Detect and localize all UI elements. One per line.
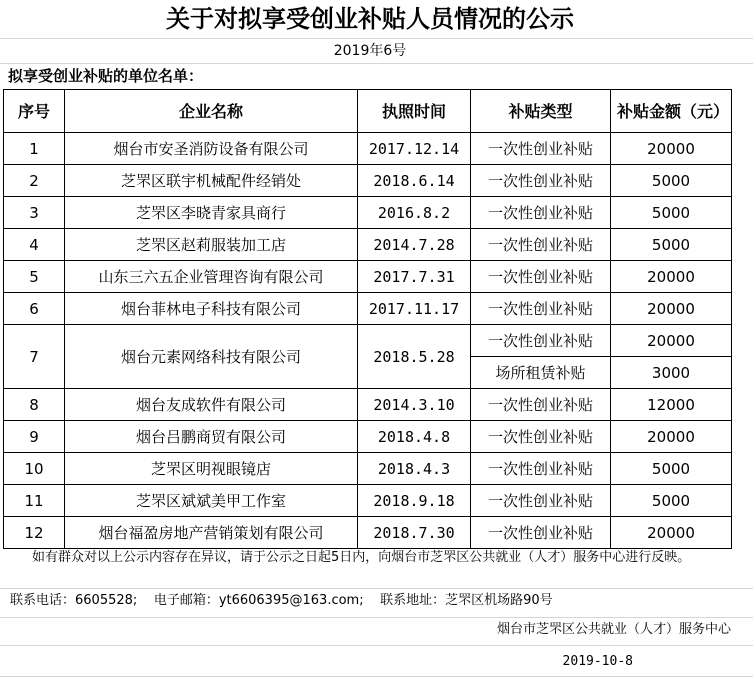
table-row [4, 229, 732, 261]
cell-license-time: 2018.6.14 [358, 165, 471, 197]
cell-amount: 3000 [611, 357, 732, 389]
cell-seq: 5 [4, 261, 65, 293]
cell-seq: 7 [4, 325, 65, 389]
grid-line [0, 617, 753, 618]
cell-company: 芝罘区明视眼镜店 [65, 453, 358, 485]
cell-amount: 5000 [611, 453, 732, 485]
cell-subsidy-type: 一次性创业补贴 [471, 197, 611, 229]
cell-company: 芝罘区斌斌美甲工作室 [65, 485, 358, 517]
cell-license-time: 2017.7.31 [358, 261, 471, 293]
cell-seq: 9 [4, 421, 65, 453]
table-row [4, 133, 732, 165]
cell-amount: 20000 [611, 325, 732, 357]
cell-subsidy-type: 一次性创业补贴 [471, 485, 611, 517]
table-row [4, 485, 732, 517]
cell-company: 烟台友成软件有限公司 [65, 389, 358, 421]
contact-email: 电子邮箱：yt6606395@163.com; [153, 593, 364, 608]
cell-seq: 8 [4, 389, 65, 421]
cell-company: 烟台元素网络科技有限公司 [65, 325, 358, 389]
cell-subsidy-type: 一次性创业补贴 [471, 389, 611, 421]
cell-license-time: 2018.4.8 [358, 421, 471, 453]
cell-seq: 4 [4, 229, 65, 261]
cell-license-time: 2014.7.28 [358, 229, 471, 261]
cell-amount: 5000 [611, 229, 732, 261]
cell-amount: 20000 [611, 133, 732, 165]
table-row [4, 197, 732, 229]
cell-amount: 20000 [611, 421, 732, 453]
cell-license-time: 2017.12.14 [358, 133, 471, 165]
cell-license-time: 2016.8.2 [358, 197, 471, 229]
grid-line [0, 676, 753, 677]
cell-subsidy-type: 一次性创业补贴 [471, 453, 611, 485]
cell-subsidy-type: 一次性创业补贴 [471, 517, 611, 549]
cell-subsidy-type: 一次性创业补贴 [471, 293, 611, 325]
cell-company: 山东三六五企业管理咨询有限公司 [65, 261, 358, 293]
table-row [4, 453, 732, 485]
cell-company: 烟台福盈房地产营销策划有限公司 [65, 517, 358, 549]
cell-subsidy-type: 一次性创业补贴 [471, 229, 611, 261]
table-row [4, 325, 732, 357]
cell-subsidy-type: 一次性创业补贴 [471, 261, 611, 293]
cell-seq: 10 [4, 453, 65, 485]
cell-company: 芝罘区李晓青家具商行 [65, 197, 358, 229]
cell-subsidy-type: 一次性创业补贴 [471, 133, 611, 165]
cell-company: 芝罘区赵莉服装加工店 [65, 229, 358, 261]
header-license-time: 执照时间 [358, 90, 471, 133]
cell-amount: 5000 [611, 485, 732, 517]
cell-amount: 20000 [611, 517, 732, 549]
table-row [4, 517, 732, 549]
cell-license-time: 2014.3.10 [358, 389, 471, 421]
cell-company: 烟台市安圣消防设备有限公司 [65, 133, 358, 165]
grid-line [0, 645, 753, 646]
cell-amount: 5000 [611, 197, 732, 229]
table-row [4, 421, 732, 453]
contact-line [10, 590, 553, 612]
cell-subsidy-type: 一次性创业补贴 [471, 165, 611, 197]
grid-line [0, 588, 753, 589]
table-header-row [4, 90, 732, 133]
document-title: 关于对拟享受创业补贴人员情况的公示 [166, 4, 574, 33]
cell-license-time: 2018.9.18 [358, 485, 471, 517]
header-amount: 补贴金额（元） [611, 90, 732, 133]
organization-signature: 烟台市芝罘区公共就业（人才）服务中心 [496, 622, 731, 637]
cell-seq: 3 [4, 197, 65, 229]
contact-phone: 联系电话：6605528; [10, 593, 138, 608]
cell-subsidy-type: 场所租赁补贴 [471, 357, 611, 389]
cell-seq: 2 [4, 165, 65, 197]
objection-note: 如有群众对以上公示内容存在异议，请于公示之日起5日内，向烟台市芝罘区公共就业（人才）服务中心进行反映。 [32, 550, 691, 565]
contact-address: 联系地址：芝罘区机场路90号 [380, 593, 553, 608]
publish-date: 2019-10-8 [562, 654, 633, 669]
cell-seq: 11 [4, 485, 65, 517]
table-row [4, 261, 732, 293]
cell-subsidy-type: 一次性创业补贴 [471, 421, 611, 453]
subsidy-table [3, 89, 732, 549]
cell-seq: 1 [4, 133, 65, 165]
cell-subsidy-type: 一次性创业补贴 [471, 325, 611, 357]
date-line: 2019年6号 [333, 43, 407, 59]
cell-license-time: 2018.4.3 [358, 453, 471, 485]
cell-company: 烟台吕鹏商贸有限公司 [65, 421, 358, 453]
cell-license-time: 2018.7.30 [358, 517, 471, 549]
header-seq: 序号 [4, 90, 65, 133]
cell-license-time: 2018.5.28 [358, 325, 471, 389]
table-row [4, 293, 732, 325]
cell-seq: 12 [4, 517, 65, 549]
header-company: 企业名称 [65, 90, 358, 133]
cell-company: 烟台菲林电子科技有限公司 [65, 293, 358, 325]
table-row [4, 165, 732, 197]
cell-license-time: 2017.11.17 [358, 293, 471, 325]
cell-amount: 20000 [611, 293, 732, 325]
cell-seq: 6 [4, 293, 65, 325]
table-row [4, 389, 732, 421]
list-subtitle: 拟享受创业补贴的单位名单： [8, 67, 204, 85]
cell-amount: 5000 [611, 165, 732, 197]
header-subsidy-type: 补贴类型 [471, 90, 611, 133]
cell-company: 芝罘区联宇机械配件经销处 [65, 165, 358, 197]
cell-amount: 12000 [611, 389, 732, 421]
cell-amount: 20000 [611, 261, 732, 293]
